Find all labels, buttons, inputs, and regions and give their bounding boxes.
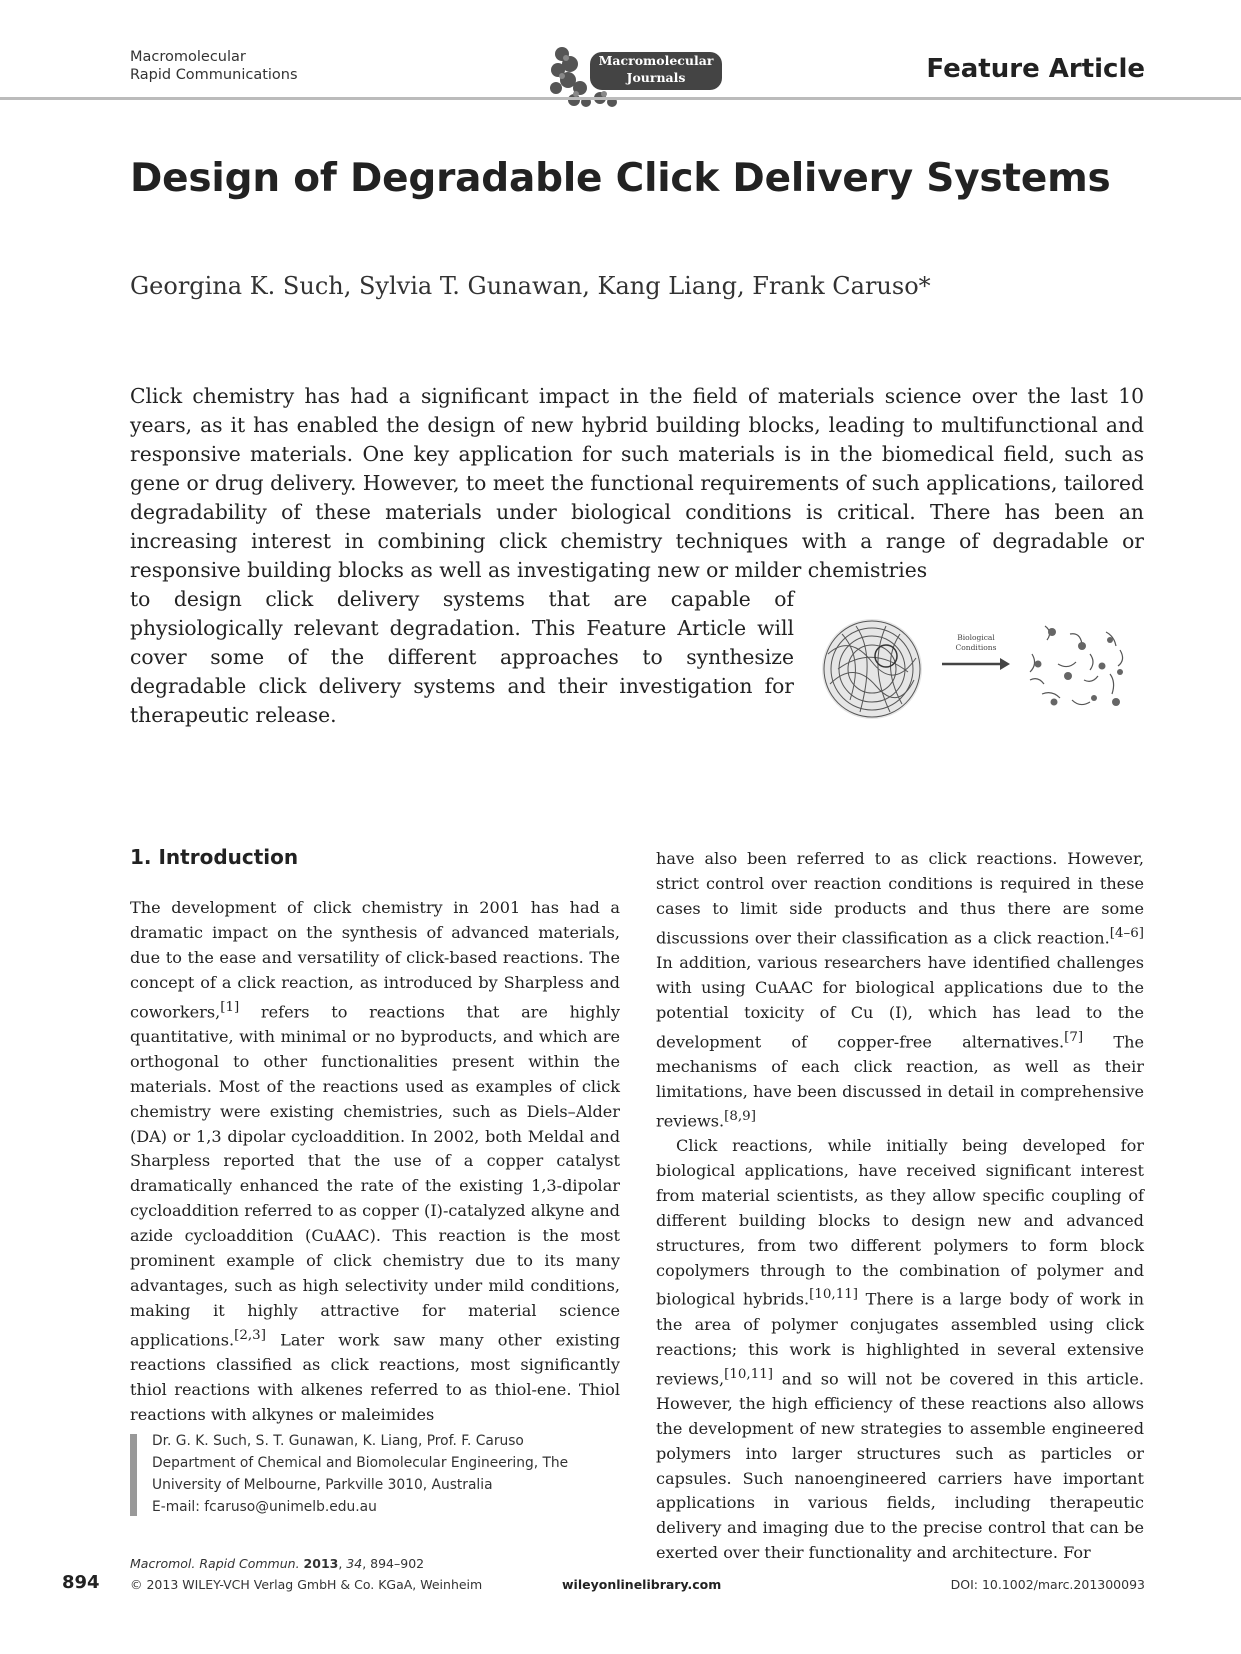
doi[interactable]: DOI: 10.1002/marc.201300093 [950, 1577, 1145, 1592]
article-title: Design of Degradable Click Delivery Systems [130, 156, 1111, 201]
logo-banner [590, 52, 722, 90]
degraded-fragments-icon [1030, 626, 1123, 706]
intro-left-column [130, 896, 620, 1428]
intro-paragraph-1 [130, 896, 620, 1428]
affiliation-department: Department of Chemical and Biomolecular Engineering, The [152, 1455, 569, 1471]
citation[interactable]: [7] [1064, 1029, 1084, 1045]
intro-paragraph-2 [656, 1134, 1144, 1566]
graphic-label-line2: Conditions [955, 643, 997, 652]
text-run: The development of click chemistry in 2001 has had a dramatic impact on the synthesis of advanced materials, due to the ease and versatility of click-based reactions. The concept of a click reaction, as introduced by Sharpless and coworkers, [130, 898, 620, 1021]
text-run: In addition, various researchers have identified challenges with using CuAAC for biological applications due to the potential toxicity of Cu (I), which has lead to the development of copper-free alternatives. [656, 952, 1144, 1052]
macromolecular-journals-logo [540, 36, 740, 116]
affiliation-university: University of Melbourne, Parkville 3010, Australia [152, 1477, 493, 1493]
affiliation-bar [130, 1434, 137, 1516]
text-run: refers to reactions that are highly quantitative, with minimal or no byproducts, and which are orthogonal to other functionalities present within the materials. Most of the reactions used as examples of click chemistry were existing chemistries, such as Diels–Alder (DA) or 1,3 dipolar cycloaddition. In 2002, both Meldal and Sharpless reported that the use of a copper catalyst dramatically enhanced the rate of the existing 1,3-dipolar cycloaddition referred to as copper (I)-catalyzed alkyne and azide cycloaddition (CuAAC). This reaction is the most prominent example of click chemistry due to its many advantages, such as high selectivity under mild conditions, making it highly attractive for material science applications. [130, 1001, 620, 1350]
logo-line1: Macromolecular [598, 53, 714, 68]
graphic-label-line1: Biological [957, 633, 995, 642]
cite-journal: Macromol. Rapid Commun. [130, 1556, 300, 1571]
cite-year: 2013 [303, 1556, 339, 1571]
cite-volume: 34 [346, 1556, 363, 1571]
page-number: 894 [62, 1572, 100, 1593]
toc-graphic [820, 614, 1148, 724]
intro-right-column [656, 847, 1144, 1566]
journal-name-line2: Rapid Communications [130, 67, 298, 83]
abstract-part2: to design click delivery systems that are capable of physiologically relevant degradation. This Feature Article will cover some of the different approaches to synthesize degradable click delivery systems and their investigation for therapeutic release. [130, 587, 794, 727]
abstract-part1: Click chemistry has had a significant impact in the field of materials science over the last 10 years, as it has enabled the design of new hybrid building blocks, leading to multifunctional and responsive materials. One key application for such materials is in the biomedical field, such as gene or drug delivery. However, to meet the functional requirements of such applications, tailored degradability of these materials under biological conditions is critical. There has been an increasing interest in combining click chemistry techniques with a range of degradable or responsive building blocks as well as investigating new or milder chemistries [130, 384, 1144, 582]
text-run: and so will not be covered in this article. However, the high efficiency of these reactions also allows the development of new strategies to assemble engineered polymers into larger structures such as particles or capsules. Such nanoengineered carriers have important applications in various fields, including therapeutic delivery and imaging due to the precise control that can be exerted over their functionality and architecture. For [656, 1368, 1144, 1563]
intro-paragraph-1-cont [656, 847, 1144, 1134]
polymer-capsule-icon [822, 619, 922, 719]
author-list: Georgina K. Such, Sylvia T. Gunawan, Kang Liang, Frank Caruso* [130, 272, 931, 300]
section-label: Feature Article [926, 54, 1145, 84]
website-link[interactable]: wileyonlinelibrary.com [562, 1577, 722, 1592]
affiliation-block [152, 1430, 568, 1518]
text-run: There is a large body of work in the area of polymer conjugates assembled using click reactions; this work is highlighted in several extensive reviews, [656, 1289, 1144, 1388]
arrow-icon [942, 658, 1010, 670]
citation[interactable]: [10,11] [724, 1366, 773, 1382]
affiliation-email[interactable]: E-mail: fcaruso@unimelb.edu.au [152, 1499, 377, 1515]
header-rule [0, 97, 1241, 100]
citation[interactable]: [8,9] [724, 1108, 756, 1124]
cite-pages: , 894–902 [362, 1556, 425, 1571]
journal-name [130, 48, 298, 84]
citation[interactable]: [4–6] [1109, 925, 1144, 941]
logo-line2: Journals [626, 70, 686, 85]
affiliation-authors: Dr. G. K. Such, S. T. Gunawan, K. Liang, Prof. F. Caruso [152, 1433, 524, 1449]
journal-name-line1: Macromolecular [130, 49, 246, 65]
text-run: have also been referred to as click reactions. However, strict control over reaction conditions is required in these cases to limit side products and thus there are some discussions over their classification as a click reaction. [656, 849, 1144, 948]
citation[interactable]: [1] [220, 999, 240, 1015]
section-heading: 1. Introduction [130, 845, 299, 869]
text-run: Click reactions, while initially being developed for biological applications, have received significant interest from material scientists, as they allow specific coupling of different building blocks to design new and advanced structures, from two different polymers to form block copolymers through to the combination of polymer and biological hybrids. [656, 1136, 1144, 1309]
citation[interactable]: [10,11] [809, 1287, 858, 1303]
citation-line: Macromol. Rapid Commun. 2013, 34, 894–902 [130, 1556, 425, 1571]
citation[interactable]: [2,3] [234, 1327, 266, 1343]
text-run: Later work saw many other existing reactions classified as click reactions, most significantly thiol reactions with alkenes referred to as thiol-ene. Thiol reactions with alkynes or maleimides [130, 1330, 620, 1424]
copyright: © 2013 WILEY-VCH Verlag GmbH & Co. KGaA, Weinheim [130, 1577, 483, 1592]
text-run: The mechanisms of each click reaction, as well as their limitations, have been discussed in detail in comprehensive reviews. [656, 1032, 1144, 1131]
